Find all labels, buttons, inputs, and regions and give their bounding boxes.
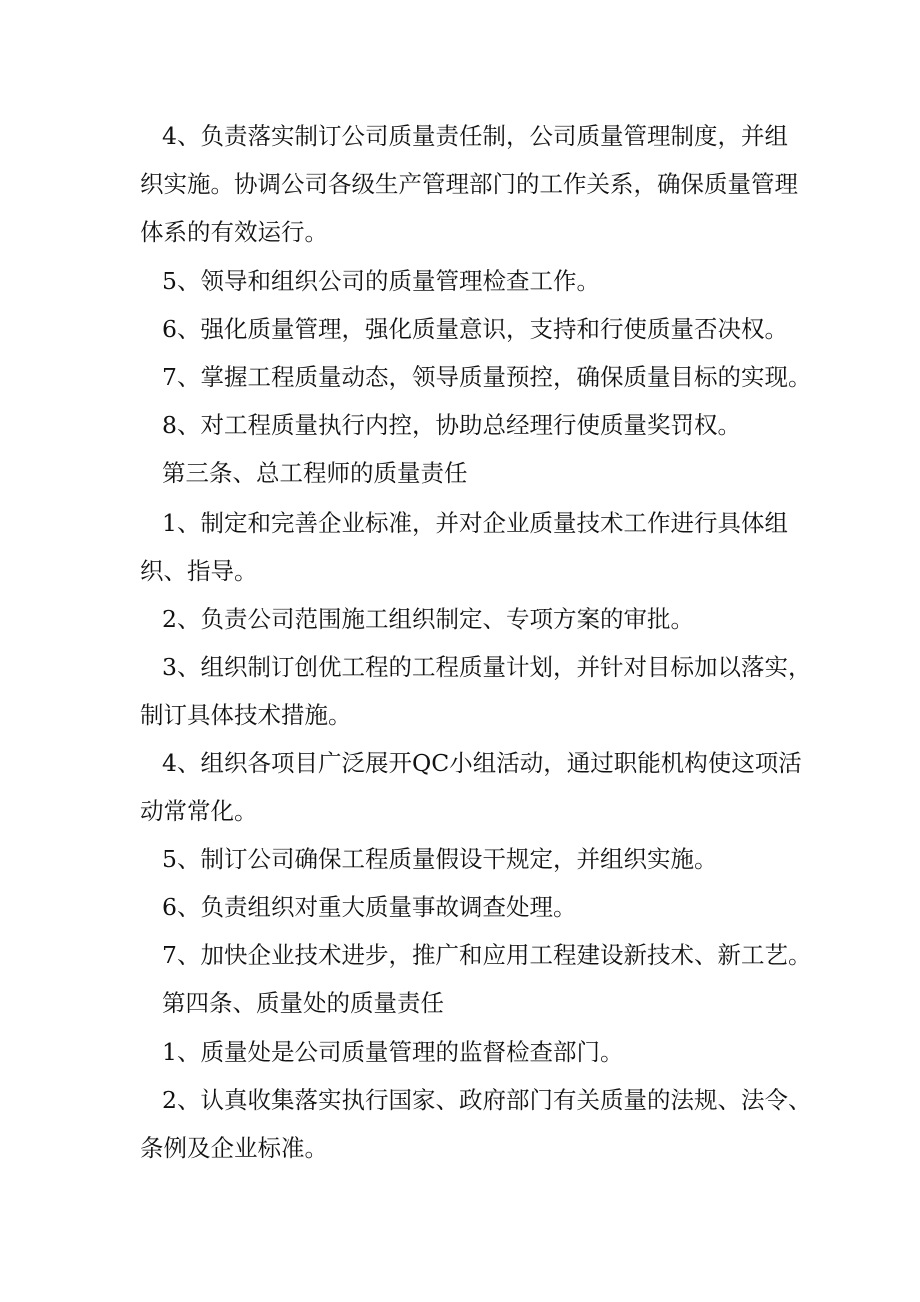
paragraph-line: 制订具体技术措施。 <box>140 701 352 729</box>
paragraph-line: 1、制定和完善企业标准，并对企业质量技术工作进行具体组 <box>162 509 788 537</box>
paragraph-line: 第四条、质量处的质量责任 <box>162 989 444 1017</box>
paragraph-line: 7、加快企业技术进步，推广和应用工程建设新技术、新工艺。 <box>162 941 812 969</box>
paragraph-line: 3、组织制订创优工程的工程质量计划，并针对目标加以落实， <box>162 653 812 681</box>
paragraph-line: 4、负责落实制订公司质量责任制，公司质量管理制度，并组 <box>162 122 788 150</box>
paragraph-line: 织、指导。 <box>140 557 258 585</box>
paragraph-line: 动常常化。 <box>140 797 258 825</box>
paragraph-line: 4、组织各项目广泛展开QC小组活动，通过职能机构使这项活 <box>162 749 802 777</box>
paragraph-line: 1、质量处是公司质量管理的监督检查部门。 <box>162 1038 624 1066</box>
paragraph-line: 第三条、总工程师的质量责任 <box>162 459 468 487</box>
paragraph-line: 6、强化质量管理，强化质量意识，支持和行使质量否决权。 <box>162 315 788 343</box>
paragraph-line: 8、对工程质量执行内控，协助总经理行使质量奖罚权。 <box>162 411 741 439</box>
paragraph-line: 2、负责公司范围施工组织制定、专项方案的审批。 <box>162 605 694 633</box>
paragraph-line: 7、掌握工程质量动态，领导质量预控，确保质量目标的实现。 <box>162 363 812 391</box>
paragraph-line: 体系的有效运行。 <box>140 218 328 246</box>
paragraph-line: 5、制订公司确保工程质量假设干规定，并组织实施。 <box>162 845 718 873</box>
paragraph-line: 2、认真收集落实执行国家、政府部门有关质量的法规、法令、 <box>162 1086 812 1114</box>
paragraph-line: 6、负责组织对重大质量事故调查处理。 <box>162 893 577 921</box>
paragraph-line: 条例及企业标准。 <box>140 1134 328 1162</box>
paragraph-line: 5、领导和组织公司的质量管理检查工作。 <box>162 267 600 295</box>
paragraph-line: 织实施。协调公司各级生产管理部门的工作关系，确保质量管理 <box>140 170 798 198</box>
